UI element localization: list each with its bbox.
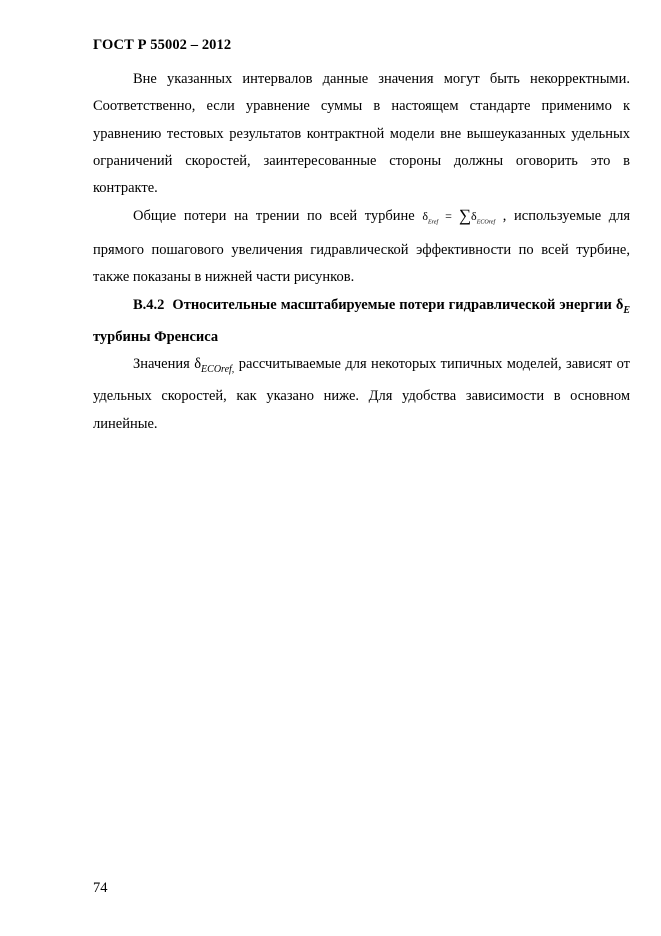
- section-number: B.4.2: [133, 296, 165, 313]
- values-delta-sub: ECOref,: [201, 364, 235, 376]
- formula-sub-right: ECOref: [476, 219, 496, 226]
- formula-sum-sign: ∑: [458, 206, 472, 226]
- paragraph-intervals: Вне указанных интервалов данные значения могут быть некорректными. Соответственно, если уравнение суммы в настоящем стандарте применимо к уравнению тестовых результатов контрактной модели вне вышеуказанных удельных ограничений скоростей, заинтересованные стороны должны оговорить это в контракте.: [93, 71, 630, 197]
- section-title-part2: турбины Френсиса: [93, 328, 219, 345]
- paragraph-values-text-after: рассчитываемые для некоторых типичных моделей, зависят от удельных скоростей, как указано ниже. Для удобства зависимости в основном линейные.: [93, 356, 631, 432]
- section-delta: δ: [615, 296, 624, 313]
- formula-delta-left: δ: [422, 209, 429, 224]
- formula-sub-left: Eref: [428, 219, 439, 226]
- values-delta: δ: [194, 356, 202, 373]
- friction-loss-formula: [422, 206, 496, 226]
- formula-equals: =: [445, 209, 452, 224]
- section-title-part1: Относительные масштабируемые потери гидравлической энергии: [172, 296, 612, 313]
- paragraph-values-text-before: Значения: [133, 356, 190, 373]
- paragraph-friction-text-before: Общие потери на трении по всей турбине: [133, 208, 415, 225]
- paragraph-values: [93, 351, 630, 438]
- page-number: 74: [93, 880, 108, 896]
- paragraph-friction-text-after: , используемые для прямого пошагового увеличения гидравлической эффективности по всей турбине, также показаны в нижней части рисунков.: [93, 208, 631, 286]
- paragraph-friction-losses: [93, 202, 630, 291]
- section-delta-sub: E: [623, 304, 631, 316]
- formula-delta-right: δ: [471, 209, 477, 224]
- document-header: ГОСТ Р 55002 – 2012: [93, 37, 232, 53]
- section-heading-b42: [93, 292, 630, 351]
- document-body: [93, 66, 630, 438]
